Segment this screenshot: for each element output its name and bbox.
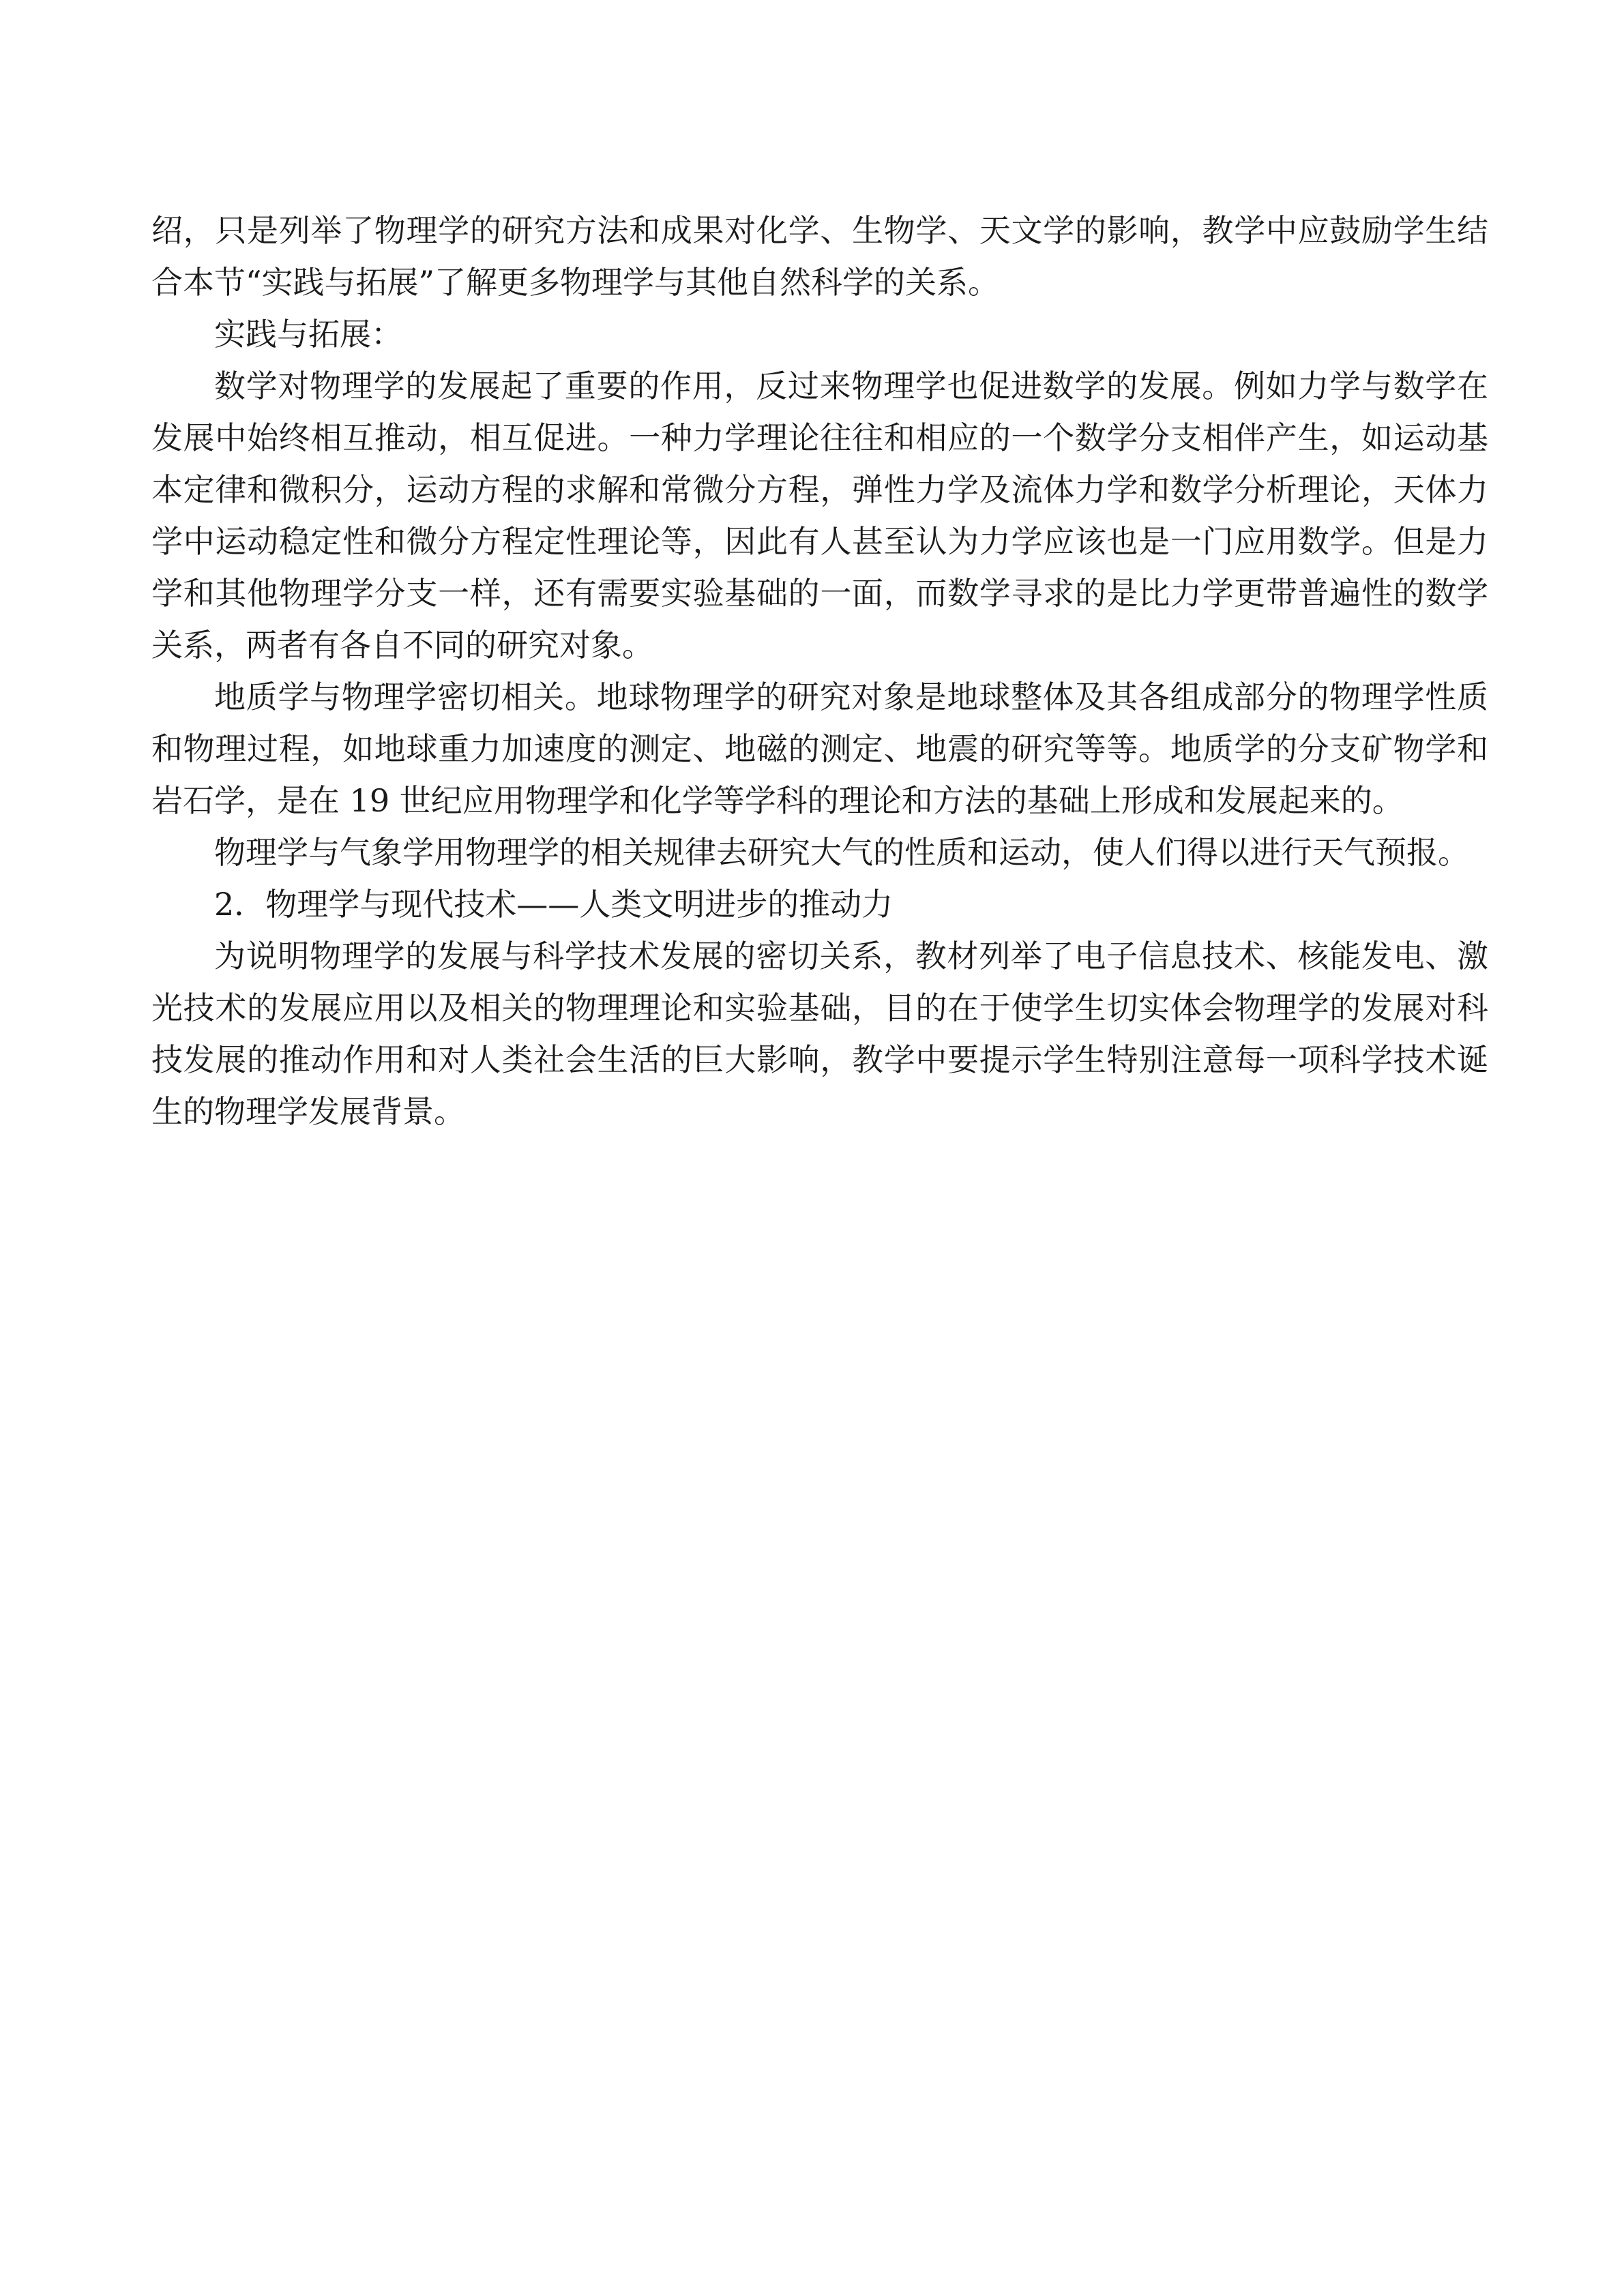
paragraph-meteorology-physics: 物理学与气象学用物理学的相关规律去研究大气的性质和运动，使人们得以进行天气预报。 xyxy=(214,834,1469,871)
document-page xyxy=(151,205,1488,1137)
paragraph-math-physics: 数学对物理学的发展起了重要的作用，反过来物理学也促进数学的发展。例如力学与数学在发展中始终相互推动，相互促进。一种力学理论往往和相应的一个数学分支相伴产生，如运动基本定律和微积分，运动方程的求解和常微分方程，弹性力学及流体力学和数学分析理论，天体力学中运动稳定性和微分方程定性理论等，因此有人甚至认为力学应该也是一门应用数学。但是力学和其他物理学分支一样，还有需要实验基础的一面，而数学寻求的是比力学更带普遍性的数学关系，两者有各自不同的研究对象。 xyxy=(151,368,1488,664)
section-heading-modern-technology: 2．物理学与现代技术——人类文明进步的推动力 xyxy=(214,886,894,923)
paragraph-technology: 为说明物理学的发展与科学技术发展的密切关系，教材列举了电子信息技术、核能发电、激光技术的发展应用以及相关的物理理论和实验基础，目的在于使学生切实体会物理学的发展对科技发展的推动作用和对人类社会生活的巨大影响，教学中要提示学生特别注意每一项科学技术诞生的物理学发展背景。 xyxy=(151,938,1488,1130)
section-heading-practice: 实践与拓展： xyxy=(214,316,402,353)
paragraph-continuation: 绍，只是列举了物理学的研究方法和成果对化学、生物学、天文学的影响，教学中应鼓励学生结合本节“实践与拓展”了解更多物理学与其他自然科学的关系。 xyxy=(151,212,1488,301)
paragraph-geology-physics: 地质学与物理学密切相关。地球物理学的研究对象是地球整体及其各组成部分的物理学性质和物理过程，如地球重力加速度的测定、地磁的测定、地震的研究等等。地质学的分支矿物学和岩石学，是在 19 世纪应用物理学和化学等学科的理论和方法的基础上形成和发展起来的。 xyxy=(151,679,1488,819)
